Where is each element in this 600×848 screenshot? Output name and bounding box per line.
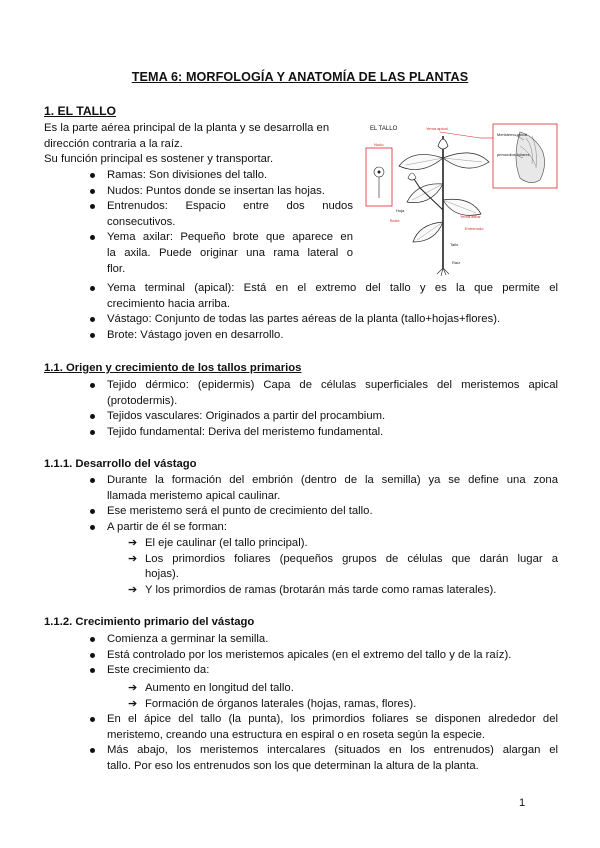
- bullet-icon: [90, 383, 95, 388]
- bullet-icon: [90, 317, 95, 322]
- bullet-icon: [90, 525, 95, 530]
- arrow-right-icon: ➔: [128, 697, 138, 710]
- list-item: [128, 536, 558, 552]
- list-item-text: meristemo, creando una estructura en espiral o en roseta según la especie.: [107, 728, 486, 741]
- list-item: [107, 168, 353, 184]
- list-item-text: Yema axilar: Pequeño brote que aparece en: [107, 231, 353, 244]
- list-item: [128, 583, 558, 599]
- bullet-icon: [90, 173, 95, 178]
- figure-label-brote: Brote: [390, 218, 400, 223]
- list-item-text: tallo. Por eso los entrenudos son los que determinan la altura de la planta.: [107, 759, 479, 772]
- section1-bullets-wide: [107, 281, 558, 343]
- list-item: [107, 328, 558, 344]
- bullet-icon: [90, 204, 95, 209]
- list-item-text: Nudos: Puntos donde se insertan las hojas.: [107, 184, 325, 197]
- bullet-icon: [90, 637, 95, 642]
- figure-label-yema-apical: Yema apical: [426, 126, 448, 131]
- meristem-detail-icon: [497, 132, 545, 183]
- section112-bullets-a: [107, 632, 558, 679]
- section1-intro: [44, 121, 356, 168]
- arrow-right-icon: ➔: [128, 682, 138, 694]
- list-item: [107, 199, 353, 230]
- list-item-text: la axila. Puede originar una rama lateral o: [107, 246, 353, 259]
- list-item: [107, 281, 558, 312]
- list-item-text: Ramas: Son divisiones del tallo.: [107, 169, 268, 181]
- bullet-icon: [90, 430, 95, 435]
- bullet-icon: [90, 717, 95, 722]
- list-item-text: Tejido fundamental: Deriva del meristemo fundamental.: [107, 425, 384, 438]
- list-item-text: En el ápice del tallo (la punta), los primordios foliares se disponen alrededor del: [107, 713, 558, 725]
- list-item: [107, 712, 558, 743]
- list-item-text: Brote: Vástago joven en desarrollo.: [107, 328, 284, 341]
- list-item-text: llamada meristemo apical caulinar.: [107, 489, 281, 502]
- intro-line: Su función principal es sostener y transportar.: [44, 153, 274, 166]
- bullet-icon: [90, 478, 95, 483]
- section-heading-1-1: 1.1. Origen y crecimiento de los tallos primarios: [44, 362, 302, 374]
- section11-bullets: [107, 378, 558, 440]
- bullet-icon: [90, 333, 95, 338]
- list-item: [107, 743, 558, 774]
- bullet-icon: [90, 414, 95, 419]
- list-item: [107, 663, 558, 679]
- section-heading-1: 1. EL TALLO: [44, 104, 116, 118]
- list-item: [128, 552, 558, 583]
- list-item-text: El eje caulinar (el tallo principal).: [145, 537, 308, 549]
- document-title: TEMA 6: MORFOLOGÍA Y ANATOMÍA DE LAS PLANTAS: [131, 70, 469, 84]
- list-item-text: A partir de él se forman:: [107, 520, 227, 533]
- list-item: [107, 504, 558, 520]
- list-item: [107, 378, 558, 409]
- list-item: [107, 473, 558, 504]
- list-item-text: flor.: [107, 262, 126, 275]
- figure-label-yema-axilar: Yema axilar: [460, 214, 481, 219]
- arrow-right-icon: ➔: [128, 583, 138, 596]
- list-item-text: Durante la formación del embrión (dentro de la semilla) ya se define una zona: [107, 474, 558, 486]
- list-item-text: Tejidos vasculares: Originados a partir del procambium.: [107, 410, 386, 423]
- figure-label-tallo2: Tallo: [450, 242, 459, 247]
- list-item: [107, 230, 353, 277]
- figure-label-hoja: Hoja: [396, 208, 405, 213]
- bullet-icon: [90, 748, 95, 753]
- section112-bullets-b: [107, 712, 558, 774]
- section111-arrows: [128, 536, 558, 598]
- list-item: [107, 425, 558, 441]
- list-item-text: Ese meristemo será el punto de crecimiento del tallo.: [107, 505, 373, 518]
- bullet-icon: [90, 653, 95, 658]
- list-item: [107, 184, 353, 200]
- list-item: [107, 648, 558, 664]
- list-item: [128, 697, 558, 713]
- list-item: [107, 312, 558, 328]
- section-heading-1-1-2: 1.1.2. Crecimiento primario del vástago: [44, 616, 255, 628]
- list-item-text: crecimiento hacia arriba.: [107, 297, 231, 310]
- list-item-text: Yema terminal (apical): Está en el extremo del tallo y es la que permite el: [107, 282, 558, 294]
- intro-line: Es la parte aérea principal de la planta y se desarrolla en: [44, 122, 330, 134]
- list-item-text: (protodermis).: [107, 394, 178, 407]
- svg-text:primordios foliares: primordios foliares: [497, 152, 530, 157]
- figure-label-entrenudo: Entrenudo: [465, 226, 484, 231]
- bullet-icon: [90, 286, 95, 291]
- arrow-right-icon: ➔: [128, 537, 138, 549]
- intro-line: dirección contraria a la raíz.: [44, 137, 183, 150]
- section111-bullets: [107, 473, 558, 535]
- bullet-icon: [90, 509, 95, 514]
- list-item-text: Este crecimiento da:: [107, 664, 210, 677]
- list-item-text: Formación de órganos laterales (hojas, ramas, flores).: [145, 697, 417, 710]
- bullet-icon: [90, 235, 95, 240]
- list-item: [107, 409, 558, 425]
- svg-text:Meristemo apical: Meristemo apical: [497, 132, 528, 137]
- list-item: [107, 520, 558, 536]
- figure-label-nudo: Nudo: [374, 142, 384, 147]
- list-item-text: Comienza a germinar la semilla.: [107, 633, 269, 645]
- bullet-icon: [90, 189, 95, 194]
- list-item-text: Más abajo, los meristemos intercalares (situados en los entrenudos) alargan el: [107, 744, 558, 757]
- arrow-right-icon: ➔: [128, 552, 138, 565]
- list-item: [107, 632, 558, 648]
- bullet-icon: [90, 668, 95, 673]
- root-icon: [437, 268, 449, 276]
- section1-bullets-narrow: [107, 168, 353, 277]
- list-item-text: Aumento en longitud del tallo.: [145, 682, 294, 694]
- list-item-text: Tejido dérmico: (epidermis) Capa de células superficiales del meristemos apical: [107, 379, 558, 391]
- list-item-text: hojas).: [145, 568, 179, 581]
- figure-label-raiz: Raíz: [452, 260, 461, 265]
- list-item-text: Los primordios foliares (pequeños grupos de células que darán lugar a: [145, 552, 558, 565]
- section112-arrows: [128, 681, 558, 712]
- list-item-text: Está controlado por los meristemos apicales (en el extremo del tallo y de la raíz).: [107, 648, 512, 661]
- list-item-text: Entrenudos: Espacio entre dos nudos: [107, 200, 353, 213]
- list-item-text: Y los primordios de ramas (brotarán más tarde como ramas laterales).: [145, 583, 497, 596]
- page-number: 1: [519, 797, 526, 809]
- figure-label-tallo: EL TALLO: [370, 126, 398, 132]
- list-item-text: consecutivos.: [107, 215, 176, 228]
- list-item: [128, 681, 558, 697]
- list-item-text: Vástago: Conjunto de todas las partes aéreas de la planta (tallo+hojas+flores).: [107, 313, 501, 326]
- stem-diagram: [360, 118, 560, 276]
- section-heading-1-1-1: 1.1.1. Desarrollo del vástago: [44, 458, 197, 470]
